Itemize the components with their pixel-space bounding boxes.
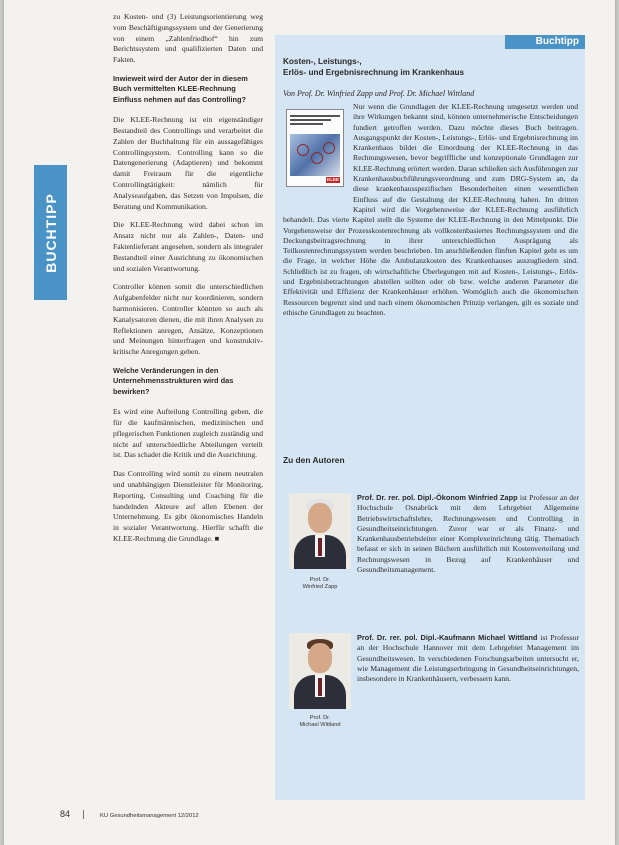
author-1-caption: Prof. Dr. Winfried Zapp — [302, 577, 338, 590]
box-header: Buchtipp — [505, 35, 585, 49]
book-review — [283, 102, 578, 318]
author-1-photo — [289, 493, 351, 569]
page-number: 84 — [60, 809, 71, 819]
author-1-bio — [357, 493, 579, 575]
author-2-bio-text: ist Professor an der Hochschule Hannover mit dem Lehrgebiet Management im Gesundheitswesen. In verschiedenen Forschungsarbeiten untersucht er, wie Management die Leistungserbringung in Gesundheitseinrichtungen, insbesondere in Krankenhäusern, verbessern kann. — [357, 633, 580, 684]
author-2-name: Prof. Dr. rer. pol. Dipl.-Kaufmann Michael Wittland — [357, 633, 538, 642]
publication-name: KU Gesundheitsmanagement 12/2012 — [100, 813, 199, 819]
author-2-caption: Prof. Dr. Michael Wittland — [299, 715, 341, 728]
interview-column — [113, 12, 263, 553]
question-1: Inwieweit wird der Autor der in diesem Buch vermittelten KLEE-Rechnung Einfluss nehmen auf das Controlling? — [113, 73, 248, 104]
intro-paragraph: zu Kosten- und (3) Leistungsorientierung weg vom Beschäftigungssystem und der Generierung von einem „Zahlenfriedhof“ hin zum Berichtssystem und qualifizierten Daten und Fakten. — [113, 12, 263, 65]
answer-paragraph-5: Das Controlling wird somit zu einem neutralen und unabhängigen Dienstleister für Monitoring, Reporting, Consulting und Coaching für die handelnden Akteure auf allen Ebenen der Unternehmung. Es gibt ökonomisches Handeln in sozialer Verantwortung. Hierfür schafft die KLEE-Rechnung die Grundlage. ■ — [113, 469, 263, 543]
page-footer — [60, 809, 199, 819]
answer-paragraph-1: Die KLEE-Rechnung ist ein eigenständiger Bestandteil des Controllings und verarbeitet die Zahlen der Buchhaltung für ein aussagefähiges Controllingsystem. Controlling kann so die Datengenerierung (Adaptieren) und bekommt damit Freiraum für die eigentliche Controllingtätigkeit: nämlich für Analyseaufgaben, das Setzen von Impulsen, die Beratung und Kommunikation. — [113, 115, 263, 211]
author-2-bio — [357, 633, 579, 684]
footer-divider — [83, 810, 84, 819]
magazine-page — [4, 0, 615, 845]
question-2: Welche Veränderungen in den Unternehmensstrukturen wird das bewirken? — [113, 365, 234, 396]
book-title — [283, 57, 573, 78]
book-title-line-2: Erlös- und Ergebnisrechnung im Krankenhaus — [283, 67, 465, 77]
cover-publisher-logo: KLEE — [326, 177, 339, 182]
side-tab-label: BUCHTIPP — [42, 192, 59, 273]
answer-paragraph-2: Die KLEE-Rechnung wird dabei schon im Ansatz nicht nur als Zahlen-, Daten- und Faktenlieferant angesehen, sondern als integraler Bestandteil einer Ausrichtung zu ökonomischen und sozialen Verantwortung. — [113, 220, 263, 273]
authors-section-title: Zu den Autoren — [283, 455, 345, 465]
author-1-bio-text: ist Professor an der Hochschule Osnabrück mit dem Lehrgebiet Allgemeine Betriebswirtschaftslehre, Rechnungswesen und Controlling in Gesundheitseinrichtungen. Zuvor war er als Finanz- und Krankenhausbetriebsleiter einer Komplexeinrichtung tätig. Thematisch befasst er sich in seinen Büchern ausführlich mit Kostenverteilung und Rechnungswesen in Bezug auf Krankenhäuser und Gesundheitsmanagement. — [357, 493, 579, 575]
answer-paragraph-4: Es wird eine Aufteilung Controlling geben, die für die kaufmännischen, medizinischen und pflegerischen Funktionen zugleich zuständig und nicht auf unterschiedliche Abteilungen verteilt ist. Das schadet die Kritik und die Ausrichtung. — [113, 407, 263, 460]
answer-paragraph-3: Controller können somit die unterschiedlichen Aufgabenfelder nicht nur koordinieren, sondern harmonisieren. Controller könnten so auch als Kanalysatoren dienen, die mit ihren Analysen zu Reflektionen anregen, Ansätze, Konzeptionen und Meinungen hinterfragen und konstruktiv-kritische Anregungen geben. — [113, 282, 263, 357]
side-tab — [34, 165, 67, 300]
book-review-text: Nur wenn die Grundlagen der KLEE-Rechnung umgesetzt werden und ihre Wirkungen bekannt sind, können unternehmerische Entscheidungen fundiert getroffen werden. Dazu möchte dieses Buch beitragen. Ausgangspunkt der Kosten-, Leistungs-, Erlös- und Ergebnisrechnung im Krankenhaus bildet die Einordnung der KLEE-Rechnung in das Rechnungswesen, bevor begriffliche und konzeptionale Grundlagen zur KLEE-Rechnung erörtert werden. Daran schließen sich Ausführungen zur Krankenhausbuchführungsverordnung und zum DRG-System an, da diese krankenhausspezifischen Besonderheiten einen wesentlichen Einfluss auf die Gestaltung der KLEE-Rechnung haben. Im dritten Kapitel wird die Vorgehensweise der KLEE-Rechnung ausführlich behandelt. Das vierte Kapitel stellt die Systeme der KLEE-Rechnung in den Mittelpunkt. Die Vorgehensweise der Prozesskostenrechnung als vollkostenbasiertes Rechnungssystem und die Deckungsbeitragsrechnung in ihrer unterschiedlichen Ausprägung als Teilkostenrechnungssystem werden beschrieben. Im anschließenden fünften Kapitel geht es um die Frage, in welcher Höhe die Ambulanzkosten des Krankenhauses auszugliedern sind. Schließlich ist zu fragen, ob wirtschaftliche Überlegungen mit auf Kosten-, Leistungs-, Erlös- und Ergebnisbetrachtungen abstellen sollten oder ob bzw. welche anderen Parameter die Effektivität und Effizienz der Krankenhäuser erhöhen. Womöglich auch die ökonomischen Ressourcen begrenzt sind und nach einem ökonomischen Prinzip verlangen, gilt es soziale und ethische Grundlagen zu beachten. — [283, 102, 578, 317]
author-2-photo — [289, 633, 351, 709]
book-authors: Von Prof. Dr. Winfried Zapp und Prof. Dr. Michael Wittland — [283, 89, 475, 98]
book-tip-box — [275, 35, 585, 800]
book-title-line-1: Kosten-, Leistungs-, — [283, 57, 362, 66]
author-1-name: Prof. Dr. rer. pol. Dipl.-Ökonom Winfried Zapp — [357, 493, 518, 502]
